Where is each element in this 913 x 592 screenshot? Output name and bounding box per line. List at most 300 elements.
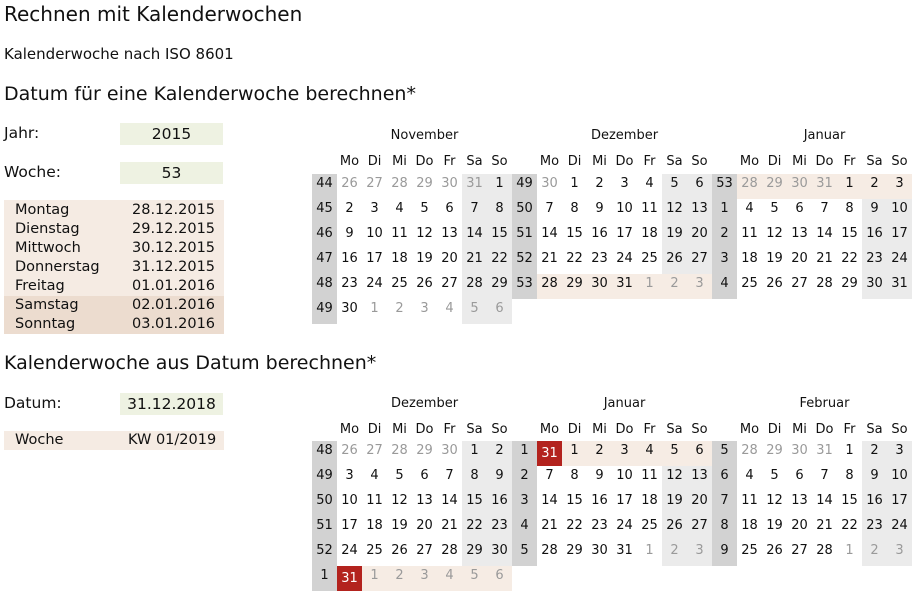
day-cell: 1 (495, 176, 504, 191)
day-cell: 16 (341, 251, 358, 266)
day-cell: 14 (466, 226, 483, 241)
day-cell: 4 (745, 468, 754, 483)
day-cell: 1 (845, 543, 854, 558)
day-cell: 24 (616, 518, 633, 533)
day-cell: 24 (366, 276, 383, 291)
section2-heading: Kalenderwoche aus Datum berechnen* (4, 352, 377, 374)
day-cell: 20 (791, 251, 808, 266)
weekday-header: So (491, 422, 508, 437)
day-cell: 15 (466, 493, 483, 508)
day-cell: 11 (641, 468, 658, 483)
day-cell: 19 (391, 518, 408, 533)
day-cell: 26 (341, 443, 358, 458)
day-cell: 4 (445, 568, 454, 583)
weekday-header: Do (415, 422, 434, 437)
weekday-header: Do (615, 422, 634, 437)
day-cell: 5 (470, 301, 479, 316)
weekday-header: So (891, 422, 908, 437)
weekday-header: Fr (643, 422, 656, 437)
page-subtitle: Kalenderwoche nach ISO 8601 (4, 45, 234, 63)
weekday-header: Do (415, 154, 434, 169)
weekday-header: So (891, 154, 908, 169)
day-cell: 13 (441, 226, 458, 241)
day-date: 30.12.2015 (132, 240, 216, 256)
weekday-header: Fr (443, 154, 456, 169)
day-cell: 18 (391, 251, 408, 266)
day-name: Samstag (15, 297, 79, 313)
day-cell: 22 (566, 518, 583, 533)
day-cell: 6 (420, 468, 429, 483)
day-cell: 7 (545, 201, 554, 216)
day-cell: 26 (416, 276, 433, 291)
day-cell: 18 (741, 251, 758, 266)
day-cell: 5 (470, 568, 479, 583)
day-cell: 15 (841, 226, 858, 241)
day-cell: 10 (616, 201, 633, 216)
day-cell: 23 (866, 251, 883, 266)
day-cell: 25 (741, 276, 758, 291)
page-title: Rechnen mit Kalenderwochen (4, 2, 303, 26)
day-cell: 21 (816, 251, 833, 266)
day-cell: 6 (695, 443, 704, 458)
day-cell: 1 (645, 543, 654, 558)
day-row (4, 258, 224, 277)
weekday-header: Di (567, 154, 582, 169)
day-cell: 20 (691, 493, 708, 508)
day-cell: 28 (816, 276, 833, 291)
day-cell: 29 (841, 276, 858, 291)
day-cell: 30 (866, 276, 883, 291)
day-cell: 14 (441, 493, 458, 508)
day-cell: 4 (395, 201, 404, 216)
day-cell: 23 (866, 518, 883, 533)
day-cell: 17 (891, 493, 908, 508)
day-cell: 5 (670, 176, 679, 191)
result-week-label: Woche (15, 432, 64, 448)
day-date: 29.12.2015 (132, 221, 216, 237)
week-number: 49 (516, 176, 533, 191)
weekday-header: So (491, 154, 508, 169)
day-row (4, 239, 224, 258)
day-cell: 6 (495, 568, 504, 583)
day-cell: 15 (491, 226, 508, 241)
weekday-header: Sa (666, 422, 683, 437)
day-cell: 22 (491, 251, 508, 266)
day-cell: 31 (816, 443, 833, 458)
week-number: 9 (720, 543, 729, 558)
day-cell: 26 (666, 518, 683, 533)
day-cell: 29 (566, 543, 583, 558)
day-cell: 10 (616, 468, 633, 483)
day-cell: 27 (791, 543, 808, 558)
weekday-header: Di (567, 422, 582, 437)
week-number: 53 (716, 176, 733, 191)
day-cell: 23 (491, 518, 508, 533)
day-date: 31.12.2015 (132, 259, 216, 275)
day-cell: 4 (445, 301, 454, 316)
day-date: 03.01.2016 (132, 316, 216, 332)
week-number: 7 (720, 493, 729, 508)
day-cell: 1 (845, 176, 854, 191)
week-number: 53 (516, 276, 533, 291)
month-title: November (390, 128, 459, 143)
week-number: 45 (316, 201, 333, 216)
weekday-header: Do (815, 154, 834, 169)
day-cell: 5 (770, 201, 779, 216)
day-cell: 14 (541, 226, 558, 241)
day-cell: 30 (591, 276, 608, 291)
day-cell: 25 (391, 276, 408, 291)
day-cell: 22 (841, 518, 858, 533)
day-cell: 30 (791, 443, 808, 458)
day-cell: 29 (766, 176, 783, 191)
week-number: 8 (720, 518, 729, 533)
day-cell: 2 (670, 276, 679, 291)
day-cell: 25 (641, 251, 658, 266)
weekday-header: Fr (843, 154, 856, 169)
day-cell: 27 (441, 276, 458, 291)
day-date: 28.12.2015 (132, 202, 216, 218)
day-cell: 17 (891, 226, 908, 241)
day-cell: 28 (466, 276, 483, 291)
day-cell: 3 (895, 543, 904, 558)
day-cell: 16 (866, 493, 883, 508)
day-cell: 1 (645, 276, 654, 291)
day-cell: 1 (370, 568, 379, 583)
result-week-row (4, 431, 224, 450)
day-cell: 18 (741, 518, 758, 533)
day-cell: 4 (645, 443, 654, 458)
day-cell: 21 (541, 518, 558, 533)
weekday-header: Mi (792, 422, 807, 437)
weekday-header: Fr (843, 422, 856, 437)
day-date-list (4, 201, 224, 334)
day-cell: 18 (366, 518, 383, 533)
day-cell: 3 (620, 443, 629, 458)
date-input[interactable]: 31.12.2018 (120, 393, 223, 415)
day-cell: 22 (466, 518, 483, 533)
day-cell: 23 (591, 251, 608, 266)
day-cell: 15 (841, 493, 858, 508)
day-row (4, 201, 224, 220)
weekday-header: Di (367, 422, 382, 437)
day-cell: 3 (370, 201, 379, 216)
day-cell: 27 (791, 276, 808, 291)
day-cell: 9 (495, 468, 504, 483)
week-number: 2 (720, 226, 729, 241)
weekday-header: Fr (643, 154, 656, 169)
day-cell: 30 (341, 301, 358, 316)
weekday-header: Mo (339, 422, 360, 437)
week-number: 48 (316, 443, 333, 458)
day-cell: 26 (766, 276, 783, 291)
day-cell: 22 (841, 251, 858, 266)
day-row (4, 315, 224, 334)
day-cell: 21 (441, 518, 458, 533)
week-number: 3 (520, 493, 529, 508)
day-cell: 4 (645, 176, 654, 191)
day-cell: 12 (666, 468, 683, 483)
week-number: 48 (316, 276, 333, 291)
day-cell: 5 (670, 443, 679, 458)
day-cell: 22 (566, 251, 583, 266)
day-cell: 13 (691, 468, 708, 483)
weekday-header: Mo (739, 154, 760, 169)
day-cell: 9 (345, 226, 354, 241)
day-cell: 19 (666, 226, 683, 241)
selected-day: 31 (337, 566, 362, 591)
day-cell: 5 (770, 468, 779, 483)
day-cell: 2 (345, 201, 354, 216)
day-name: Donnerstag (15, 259, 100, 275)
day-cell: 11 (366, 493, 383, 508)
week-number: 47 (316, 251, 333, 266)
day-cell: 26 (391, 543, 408, 558)
day-cell: 30 (791, 176, 808, 191)
month-title: Dezember (390, 396, 459, 411)
day-cell: 28 (816, 543, 833, 558)
day-cell: 3 (420, 568, 429, 583)
day-cell: 27 (691, 251, 708, 266)
day-cell: 7 (820, 468, 829, 483)
day-cell: 2 (870, 543, 879, 558)
day-date: 02.01.2016 (132, 297, 216, 313)
weekday-header: So (691, 422, 708, 437)
day-cell: 10 (891, 201, 908, 216)
day-cell: 16 (866, 226, 883, 241)
day-cell: 13 (416, 493, 433, 508)
day-cell: 4 (745, 201, 754, 216)
weekday-header: Sa (466, 422, 483, 437)
day-cell: 19 (666, 493, 683, 508)
day-cell: 10 (891, 468, 908, 483)
month-title: Januar (803, 128, 846, 143)
day-cell: 3 (895, 176, 904, 191)
day-cell: 27 (416, 543, 433, 558)
week-number: 1 (320, 568, 329, 583)
day-cell: 29 (466, 543, 483, 558)
week-number: 1 (720, 201, 729, 216)
day-cell: 17 (341, 518, 358, 533)
day-cell: 27 (366, 176, 383, 191)
day-cell: 26 (766, 543, 783, 558)
day-cell: 1 (570, 176, 579, 191)
week-number: 49 (316, 301, 333, 316)
weekday-header: Mo (539, 422, 560, 437)
day-cell: 5 (395, 468, 404, 483)
day-row (4, 277, 224, 296)
day-cell: 2 (395, 568, 404, 583)
week-number: 5 (520, 543, 529, 558)
day-cell: 2 (495, 443, 504, 458)
weekday-header: Sa (466, 154, 483, 169)
day-cell: 3 (895, 443, 904, 458)
day-cell: 16 (591, 226, 608, 241)
day-cell: 24 (891, 518, 908, 533)
day-cell: 11 (741, 226, 758, 241)
weekday-header: Di (767, 422, 782, 437)
day-name: Dienstag (15, 221, 80, 237)
week-number: 51 (316, 518, 333, 533)
weekday-header: Mi (792, 154, 807, 169)
day-cell: 20 (691, 226, 708, 241)
day-cell: 13 (791, 493, 808, 508)
week-number: 4 (720, 276, 729, 291)
day-cell: 7 (445, 468, 454, 483)
weekday-header: Do (615, 154, 634, 169)
day-cell: 9 (870, 201, 879, 216)
calendar-2018 (312, 394, 912, 592)
day-cell: 29 (566, 276, 583, 291)
day-cell: 11 (641, 201, 658, 216)
day-cell: 25 (366, 543, 383, 558)
day-cell: 11 (391, 226, 408, 241)
day-cell: 24 (616, 251, 633, 266)
day-cell: 11 (741, 493, 758, 508)
calendar-2015 (312, 126, 912, 326)
day-cell: 23 (341, 276, 358, 291)
day-cell: 2 (595, 176, 604, 191)
day-cell: 28 (741, 443, 758, 458)
day-cell: 28 (541, 276, 558, 291)
day-cell: 4 (370, 468, 379, 483)
day-date: 01.01.2016 (132, 278, 216, 294)
day-cell: 9 (595, 201, 604, 216)
day-cell: 2 (870, 443, 879, 458)
day-cell: 26 (666, 251, 683, 266)
day-cell: 2 (395, 301, 404, 316)
month-title: Januar (603, 396, 646, 411)
day-cell: 31 (466, 176, 483, 191)
day-cell: 31 (816, 176, 833, 191)
day-cell: 28 (741, 176, 758, 191)
day-cell: 6 (795, 201, 804, 216)
day-cell: 20 (441, 251, 458, 266)
week-number: 6 (720, 468, 729, 483)
day-cell: 17 (616, 226, 633, 241)
day-cell: 8 (495, 201, 504, 216)
day-cell: 21 (816, 518, 833, 533)
day-cell: 29 (766, 443, 783, 458)
day-cell: 19 (766, 518, 783, 533)
day-cell: 2 (670, 543, 679, 558)
week-number: 52 (516, 251, 533, 266)
day-cell: 3 (420, 301, 429, 316)
day-cell: 1 (370, 301, 379, 316)
day-cell: 30 (491, 543, 508, 558)
day-cell: 15 (566, 226, 583, 241)
week-number: 52 (316, 543, 333, 558)
day-cell: 3 (620, 176, 629, 191)
day-cell: 12 (766, 493, 783, 508)
day-cell: 14 (816, 493, 833, 508)
day-row (4, 296, 224, 315)
day-cell: 28 (541, 543, 558, 558)
weekday-header: Sa (866, 422, 883, 437)
day-cell: 8 (845, 468, 854, 483)
day-name: Sonntag (15, 316, 76, 332)
week-number: 50 (516, 201, 533, 216)
week-number: 50 (316, 493, 333, 508)
weekday-header: Mi (592, 422, 607, 437)
week-input[interactable]: 53 (120, 162, 223, 184)
day-name: Mittwoch (15, 240, 81, 256)
day-cell: 8 (470, 468, 479, 483)
day-cell: 28 (391, 443, 408, 458)
day-cell: 3 (695, 276, 704, 291)
day-cell: 30 (541, 176, 558, 191)
day-cell: 8 (845, 201, 854, 216)
day-cell: 24 (341, 543, 358, 558)
day-cell: 17 (366, 251, 383, 266)
day-name: Freitag (15, 278, 65, 294)
date-label: Datum: (4, 394, 62, 412)
day-cell: 12 (766, 226, 783, 241)
weekday-header: Di (767, 154, 782, 169)
day-cell: 18 (641, 226, 658, 241)
section1-heading: Datum für eine Kalenderwoche berechnen* (4, 83, 416, 105)
day-row (4, 220, 224, 239)
week-number: 49 (316, 468, 333, 483)
year-input[interactable]: 2015 (120, 123, 223, 145)
day-cell: 12 (416, 226, 433, 241)
day-cell: 13 (691, 201, 708, 216)
day-cell: 31 (616, 543, 633, 558)
day-cell: 3 (695, 543, 704, 558)
day-cell: 20 (416, 518, 433, 533)
weekday-header: Sa (666, 154, 683, 169)
day-cell: 30 (441, 443, 458, 458)
month-title: Februar (799, 396, 850, 411)
week-number: 4 (520, 518, 529, 533)
week-number: 2 (520, 468, 529, 483)
day-cell: 9 (595, 468, 604, 483)
day-cell: 17 (616, 493, 633, 508)
day-cell: 15 (566, 493, 583, 508)
day-cell: 1 (470, 443, 479, 458)
day-cell: 29 (491, 276, 508, 291)
day-cell: 12 (666, 201, 683, 216)
day-cell: 31 (891, 276, 908, 291)
weekday-header: Sa (866, 154, 883, 169)
weekday-header: Di (367, 154, 382, 169)
weekday-header: Mo (339, 154, 360, 169)
result-week-value: KW 01/2019 (128, 432, 217, 448)
day-cell: 21 (541, 251, 558, 266)
selected-day: 31 (537, 441, 562, 466)
day-cell: 16 (591, 493, 608, 508)
day-cell: 29 (416, 443, 433, 458)
weekday-header: Mo (539, 154, 560, 169)
day-cell: 13 (791, 226, 808, 241)
day-cell: 7 (470, 201, 479, 216)
weekday-header: Mi (392, 154, 407, 169)
day-cell: 1 (845, 443, 854, 458)
day-cell: 27 (366, 443, 383, 458)
day-cell: 27 (691, 518, 708, 533)
day-cell: 29 (416, 176, 433, 191)
day-cell: 16 (491, 493, 508, 508)
day-cell: 21 (466, 251, 483, 266)
day-cell: 30 (591, 543, 608, 558)
day-cell: 19 (416, 251, 433, 266)
week-number: 44 (316, 176, 333, 191)
day-cell: 6 (495, 301, 504, 316)
day-cell: 23 (591, 518, 608, 533)
day-cell: 2 (595, 443, 604, 458)
weekday-header: Mi (592, 154, 607, 169)
day-cell: 20 (791, 518, 808, 533)
